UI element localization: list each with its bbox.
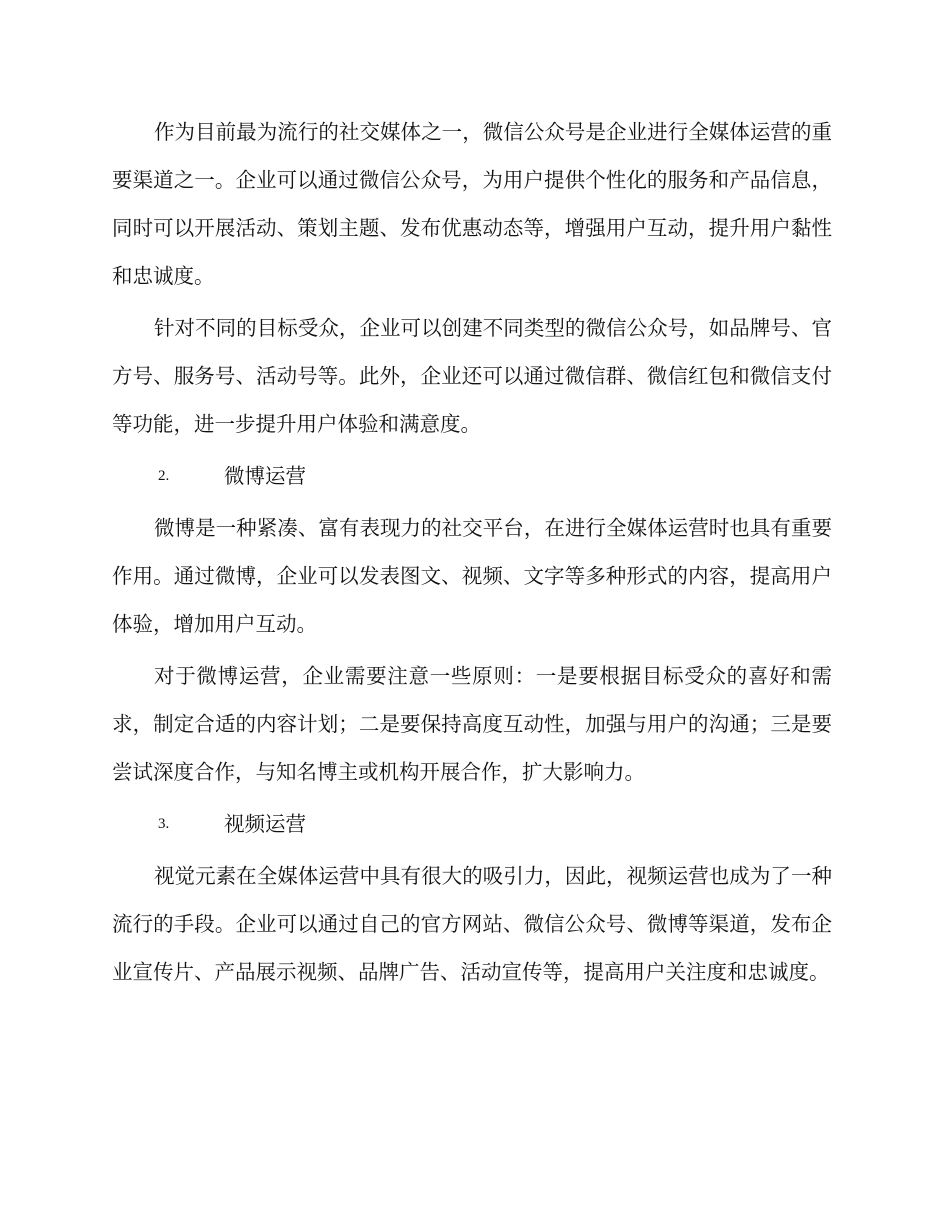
paragraph-wechat-types: 针对不同的目标受众，企业可以创建不同类型的微信公众号，如品牌号、官方号、服务号、活动号等。此外，企业还可以通过微信群、微信红包和微信支付等功能，进一步提升用户体验和满意度。 [112, 316, 832, 436]
paragraph-weibo-intro: 微博是一种紧凑、富有表现力的社交平台，在进行全媒体运营时也具有重要作用。通过微博，企业可以发表图文、视频、文字等多种形式的内容，提高用户体验，增加用户互动。 [112, 516, 832, 636]
section-number: 2. [158, 468, 170, 484]
document-body [112, 108, 832, 1000]
paragraph-wechat-intro: 作为目前最为流行的社交媒体之一，微信公众号是企业进行全媒体运营的重要渠道之一。企业可以通过微信公众号，为用户提供个性化的服务和产品信息，同时可以开展活动、策划主题、发布优惠动态等，增强用户互动，提升用户黏性和忠诚度。 [112, 120, 832, 288]
section-number: 3. [158, 816, 170, 832]
paragraph-weibo-principles: 对于微博运营，企业需要注意一些原则：一是要根据目标受众的喜好和需求，制定合适的内容计划；二是要保持高度互动性，加强与用户的沟通；三是要尝试深度合作，与知名博主或机构开展合作，扩大影响力。 [112, 664, 832, 784]
section-title: 微博运营 [224, 464, 306, 488]
section-heading-video [112, 800, 832, 848]
section-title: 视频运营 [224, 812, 306, 836]
paragraph-video-intro: 视觉元素在全媒体运营中具有很大的吸引力，因此，视频运营也成为了一种流行的手段。企业可以通过自己的官方网站、微信公众号、微博等渠道，发布企业宣传片、产品展示视频、品牌广告、活动宣传等，提高用户关注度和忠诚度。 [112, 864, 832, 984]
section-heading-weibo [112, 452, 832, 500]
